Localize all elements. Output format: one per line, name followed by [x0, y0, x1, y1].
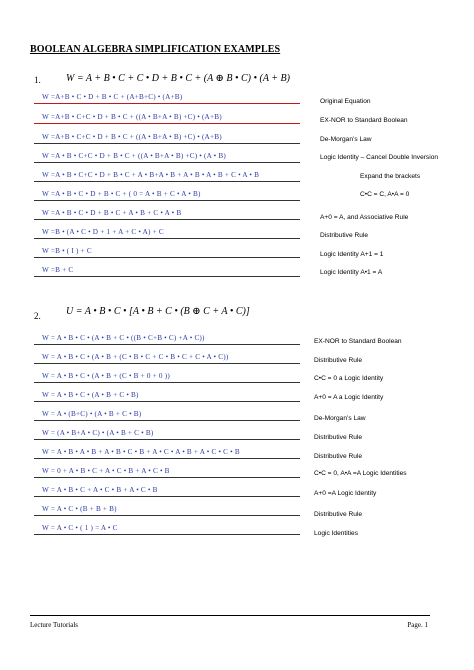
step-equation: W = 0 + A • B • C + A • C • B + A • C • B — [42, 467, 170, 475]
step-note: Distributive Rule — [314, 357, 363, 364]
step-note: Distributive Rule — [314, 453, 363, 460]
step-note: Distributive Rule — [314, 511, 363, 518]
example-2-step-5 — [34, 407, 300, 421]
step-note: A+0 =A Logic Identity — [314, 490, 377, 497]
step-equation: W = (A • B+A • C) • (A • B + C • B) — [42, 429, 154, 437]
step-equation: W =B • (A • C • D + 1 + A + C • A) + C — [42, 228, 164, 236]
example-1-step-9 — [34, 244, 300, 258]
step-note: A+0 = A, and Associative Rule — [320, 214, 409, 221]
step-note: Logic Identity A•1 = A — [320, 269, 383, 276]
example-1-step-5 — [34, 168, 300, 182]
example-2-step-10 — [34, 502, 300, 516]
footer-divider — [30, 615, 430, 616]
step-equation: W = A • C • ( 1 ) = A • C — [42, 524, 118, 532]
step-note: C•C = 0 a Logic Identity — [314, 375, 384, 382]
footer-label: Lecture Tutorials — [30, 621, 79, 629]
example-2-number: 2. — [34, 311, 41, 321]
step-equation: W = A • B • A • B + A • B • C • B + A • C • A • B + A • C • C • B — [42, 448, 240, 456]
example-1-step-7 — [34, 206, 300, 220]
example-2-equation: U = A • B • C • [A • B + C • (B ⊕ C + A • C)] — [66, 306, 250, 317]
example-1-step-10 — [34, 263, 300, 277]
example-1-equation: W = A + B • C + C • D + B • C + (A ⊕ B • C) • (A + B) — [66, 73, 290, 84]
example-2-step-1 — [34, 331, 300, 345]
example-2-step-11 — [34, 521, 300, 535]
step-note: C•C = C, A•A = 0 — [360, 191, 410, 198]
step-equation: W =A • B • C • D + B • C + ( 0 = A • B + C • A • B) — [42, 190, 201, 198]
step-equation: W = A • B • C + A • C • B + A • C • B — [42, 486, 158, 494]
step-equation: W =A+B • C+C • D + B • C + ((A • B+A • B) +C) • (A+B) — [42, 113, 222, 121]
step-note: EX-NOR to Standard Boolean — [314, 338, 402, 345]
step-equation: W =B + C — [42, 266, 74, 274]
step-note: Original Equation — [320, 98, 371, 105]
step-equation: W =A • B • C • D + B • C + A • B + C • A • B — [42, 209, 182, 217]
step-equation: W = A • B • C • (A • B + (C • B • C + C • B • C + C • A • C)) — [42, 353, 229, 361]
example-2-step-8 — [34, 464, 300, 478]
step-equation: W = A • B • C • (A • B + (C • B + 0 + 0 )) — [42, 372, 170, 380]
example-1-step-3 — [34, 130, 300, 144]
example-1-step-4 — [34, 149, 300, 163]
example-2-step-4 — [34, 388, 300, 402]
step-equation: W =A • B • C+C • D + B • C + A • B+A • B + A • B • A • B + C • A • B — [42, 171, 260, 179]
step-note: Distributive Rule — [320, 232, 369, 239]
example-2-step-9 — [34, 483, 300, 497]
step-note: De-Morgan’s Law — [320, 136, 372, 143]
step-equation: W = A • (B+C) • (A • B + C • B) — [42, 410, 142, 418]
example-1-step-8 — [34, 225, 300, 239]
step-equation: W = A • C • (B + B + B) — [42, 505, 117, 513]
step-note: C•C = 0, A•A =A Logic Identities — [314, 470, 407, 477]
step-note: EX-NOR to Standard Boolean — [320, 117, 408, 124]
step-note: Logic Identity – Cancel Double Inversion — [320, 154, 439, 161]
step-equation: W = A • B • C • (A • B + C • ((B • C+B • C) +A • C)) — [42, 334, 205, 342]
example-2-step-2 — [34, 350, 300, 364]
step-note: A+0 = A a Logic Identity — [314, 394, 384, 401]
example-1-step-1 — [34, 90, 300, 104]
example-1-step-6 — [34, 187, 300, 201]
page-title: BOOLEAN ALGEBRA SIMPLIFICATION EXAMPLES — [30, 44, 281, 55]
example-2-step-6 — [34, 426, 300, 440]
step-equation: W =A+B • C • D + B • C + (A+B+C) • (A+B) — [42, 93, 183, 101]
example-2-step-7 — [34, 445, 300, 459]
step-note: De-Morgan’s Law — [314, 415, 366, 422]
page-number: Page. 1 — [407, 621, 428, 629]
example-1-step-2 — [34, 110, 300, 124]
step-equation: W = A • B • C • (A • B + C • B) — [42, 391, 139, 399]
example-2-step-3 — [34, 369, 300, 383]
step-note: Logic Identity A+1 = 1 — [320, 251, 384, 258]
step-note: Distributive Rule — [314, 434, 363, 441]
step-equation: W =A • B • C+C • D + B • C + ((A • B+A • B) +C) • (A • B) — [42, 152, 226, 160]
example-1-number: 1. — [34, 75, 41, 85]
step-note: Logic Identities — [314, 530, 358, 537]
step-note: Expand the brackets — [360, 173, 421, 180]
step-equation: W =B • ( I ) + C — [42, 247, 92, 255]
step-equation: W =A+B • C+C • D + B • C + ((A • B+A • B) +C) • (A+B) — [42, 133, 222, 141]
